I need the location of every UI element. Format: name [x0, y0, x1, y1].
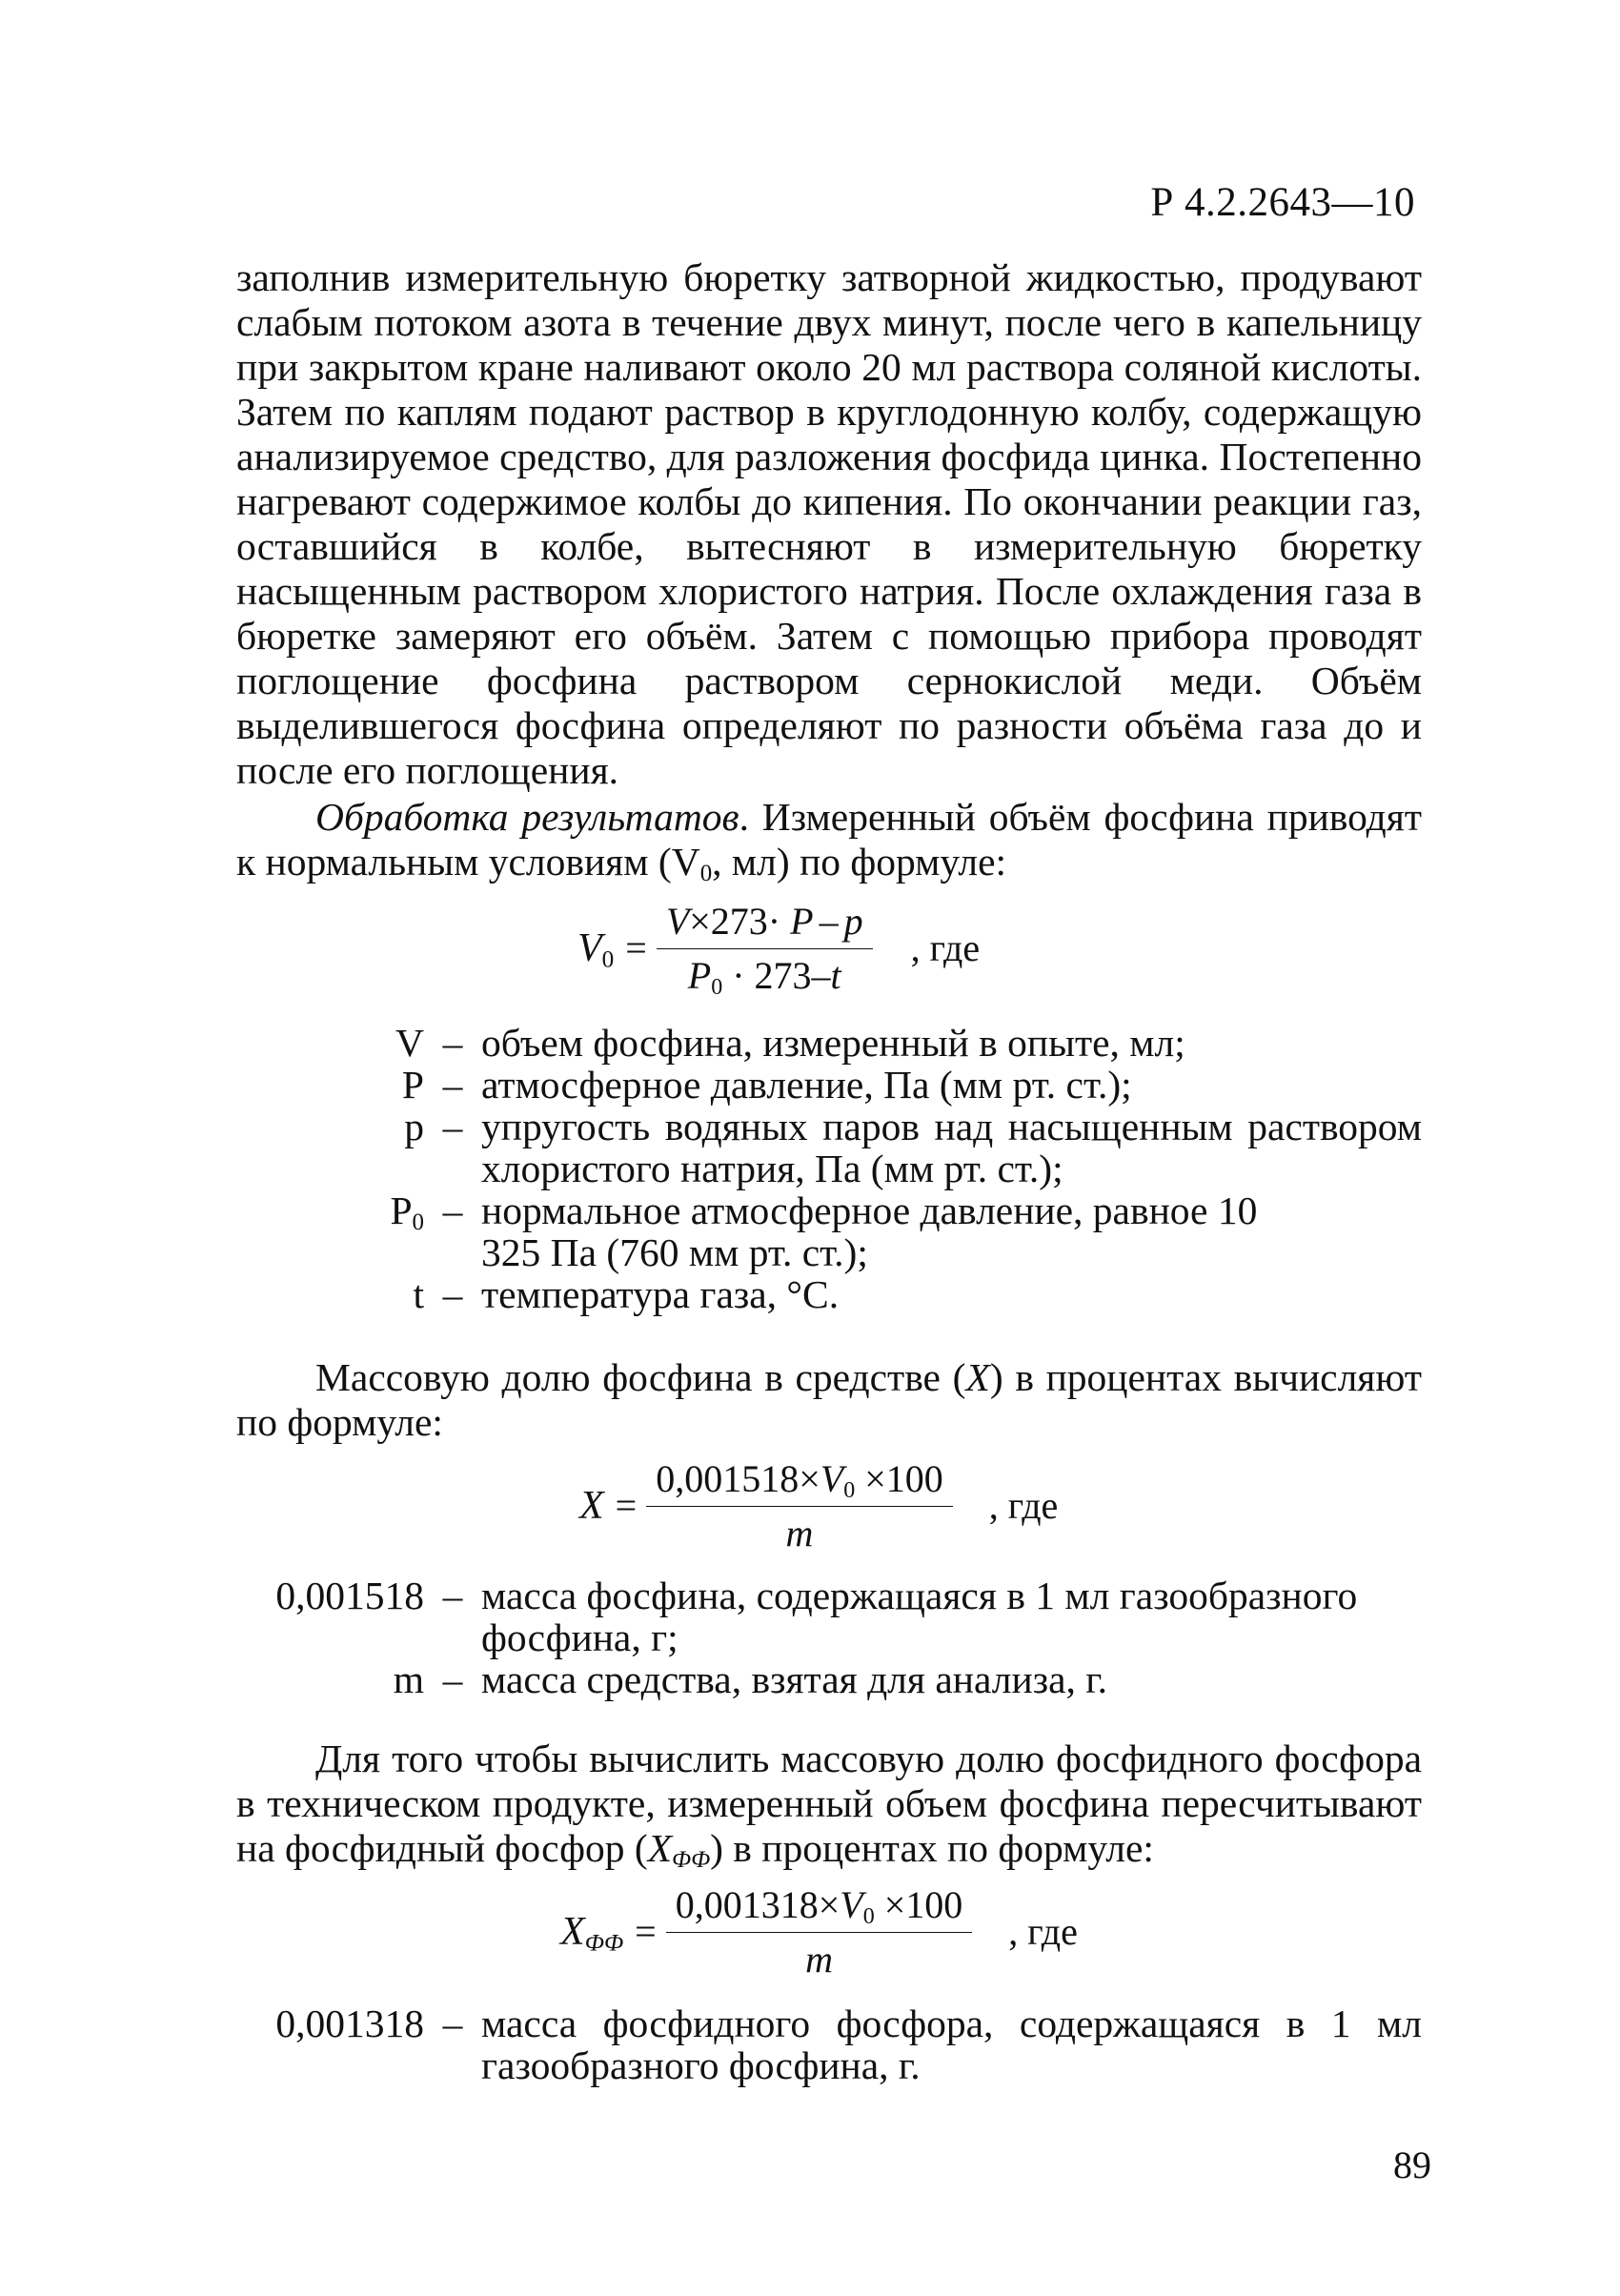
paragraph-mass-fraction: Массовую долю фосфина в средстве (X) в процентах вычисляют по формуле:: [236, 1355, 1422, 1444]
definition-row: 0,001518 – масса фосфина, содержащаяся в 1 мл газообразного фосфина, г;: [275, 1574, 1358, 1659]
fraction-numerator: V×273· P – p: [657, 903, 873, 949]
fraction-numerator: $0,001518\times V_0 \times 100$: [646, 1460, 953, 1507]
paragraph-phosphide-phosphorus: Для того чтобы вычислить массовую долю фосфидного фосфора в техническом продукте, измеренный объем фосфина пересчитывают на фосфидный фосфор $(X_{ФФ})$ в процентах по формуле:: [236, 1737, 1422, 1874]
definition-row: $Р_0$ – нормальное атмосферное давление, равное 10 325 Па (760 мм рт. ст.);: [390, 1189, 1258, 1274]
definition-row: t – температура газа, °С.: [413, 1272, 840, 1316]
definition-row: m – масса средства, взятая для анализа, г.: [393, 1657, 1107, 1701]
definition-row: V – объем фосфина, измеренный в опыте, мл;: [395, 1021, 1185, 1065]
fraction-denominator: $P_0 \cdot 273-t$: [687, 953, 841, 1000]
variable-definitions-2: [236, 1575, 1422, 1700]
fraction-numerator: $0,001318\times V_0 \times 100$: [666, 1886, 973, 1933]
formula-lhs: X: [579, 1484, 604, 1528]
variable-definitions-3: [236, 2002, 1422, 2086]
formula-x: X = $\frac{0,001518\times V_0 \times 100}{m}$ , где: [579, 1456, 1059, 1554]
variable-definitions-1: [236, 1022, 1422, 1315]
section-heading-results: Обработка результатов: [315, 795, 739, 839]
fraction: [666, 1882, 973, 1981]
fraction-denominator: m: [785, 1511, 814, 1554]
formula-lhs: $V_0$: [577, 926, 615, 973]
fraction: [646, 1456, 953, 1554]
definition-row: 0,001318 – масса фосфидного фосфора, содержащаяся в 1 мл газообразного фосфина, г.: [275, 2001, 1422, 2087]
formula-v0: $V_0$ = $\frac{V\times 273\cdot P - p}{P_0 \cdot 273-t}$ , где: [577, 899, 981, 1000]
definition-row: Р – атмосферное давление, Па (мм рт. ст.);: [401, 1063, 1132, 1107]
page-number: 89: [1393, 2144, 1431, 2186]
document-code: Р 4.2.2643—10: [1150, 180, 1415, 225]
paragraph-procedure: заполнив измерительную бюретку затворной жидкостью, продувают слабым потоком азота в течение двух минут, после чего в капельницу при закрытом кране наливают около 20 мл раствора соляной кислоты. Затем по каплям подают раствор в круглодонную колбу, содержащую анализируемое средство, для разложения фосфида цинка. Постепенно нагревают содержимое колбы до кипения. По окончании реакции газ, оставшийся в колбе, вытесняют в измерительную бюретку насыщенным раствором хлористого натрия. После охлаждения газа в бюретке замеряют его объём. Затем с помощью прибора проводят поглощение фосфина раствором сернокислой меди. Объём выделившегося фосфина определяют по разности объёма газа до и после его поглощения.: [236, 255, 1422, 792]
fraction-denominator: m: [805, 1937, 833, 1981]
page-content: [236, 255, 1422, 2086]
formula-lhs: $X_{ФФ}$: [560, 1910, 624, 1957]
paragraph-results: Обработка результатов. Измеренный объём фосфина приводят к нормальным условиям ($V_0$, мл) по формуле:: [236, 795, 1422, 887]
definition-row: р – упругость водяных паров над насыщенным раствором хлористого натрия, Па (мм рт. ст.);: [404, 1105, 1422, 1190]
formula-xff: $X_{ФФ}$ = $\frac{0,001318\times V_0 \times 100}{m}$ , где: [560, 1882, 1078, 1981]
